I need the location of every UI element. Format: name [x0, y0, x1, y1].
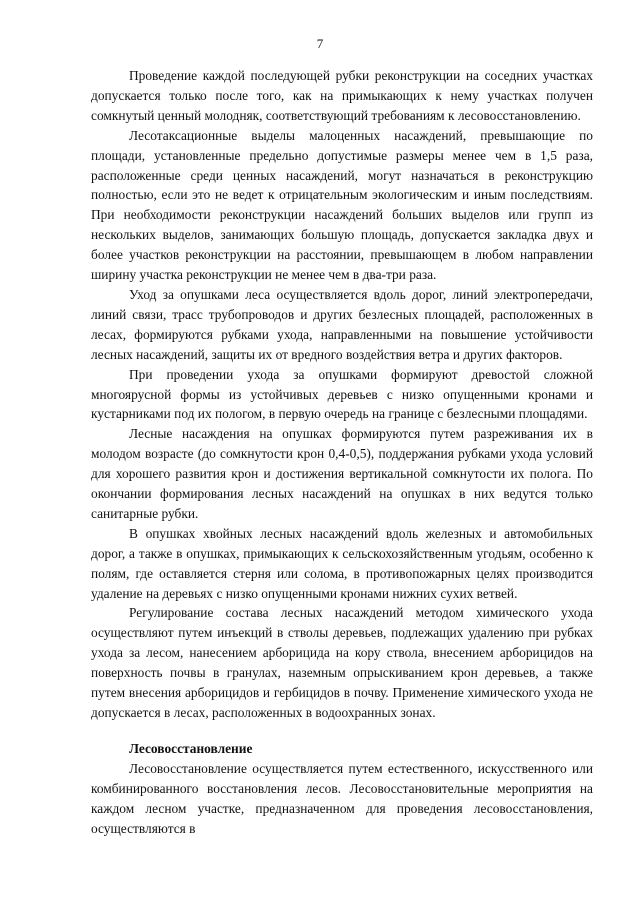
section-heading-reforestation: Лесовосстановление — [129, 740, 253, 756]
paragraph-edge-stand-form: При проведении ухода за опушками формируют древостой сложной многоярусной формы из устойчивых деревьев с низко опущенными кронами и кустарниками под их пологом, в первую очередь на границе с безлесными площадями. — [91, 366, 593, 422]
paragraph-chemical-care: Регулирование состава лесных насаждений методом химического ухода осуществляют путем инъекций в стволы деревьев, подлежащих удалению при рубках ухода за лесом, нанесением арборицида на кору ствола, внесением арборицидов на поверхность почвы в гранулах, наземным опрыскиванием крон деревьев, а также путем внесения арборицидов и гербицидов в почву. Применение химического ухода не допускается в лесах, расположенных в водоохранных зонах. — [91, 605, 593, 720]
paragraph-low-value-stands: Лесотаксационные выделы малоценных насаждений, превышающие по площади, установленные предельно допустимые размеры менее чем в 1,5 раза, расположенные среди ценных насаждений, могут назначаться в реконструкцию полностью, если это не ведет к отрицательным экологическим и иным последствиям. При необходимости реконструкции насаждений больших выделов или групп из нескольких выделов, занимающих большую площадь, допускается закладка двух и более участков реконструкции на расстоянии, превышающем в любом направлении ширину участка реконструкции не менее чем в два-три раза. — [91, 127, 593, 283]
paragraph-reconstruction-sequence: Проведение каждой последующей рубки реконструкции на соседних участках допускается только после того, как на примыкающих к нему участках получен сомкнутый ценный молодняк, соответствующий требованиям к лесовосстановлению. — [91, 68, 593, 123]
paragraph-edge-thinning: Лесные насаждения на опушках формируются путем разреживания их в молодом возрасте (до сомкнутости крон 0,4-0,5), поддержания рубками ухода условий для хорошего развития крон и достижения вертикальной сомкнутости их полога. По окончании формирования лесных насаждений на опушках в них ведутся только санитарные рубки. — [91, 426, 593, 521]
document-body — [91, 66, 593, 838]
paragraph-fire-prevention: В опушках хвойных лесных насаждений вдоль железных и автомобильных дорог, а также в опушках, примыкающих к сельскохозяйственным угодьям, особенно к полям, где оставляется стерня или солома, в противопожарных целях производится удаление на деревьях с низко опущенными кронами нижних сухих ветвей. — [91, 525, 593, 601]
page-number: 7 — [316, 36, 324, 51]
paragraph-reforestation: Лесовосстановление осуществляется путем естественного, искусственного или комбинированного восстановления лесов. Лесовосстановительные мероприятия на каждом лесном участке, предназначенном для проведения лесовосстановления, осуществляются в — [91, 760, 593, 836]
paragraph-forest-edge-care: Уход за опушками леса осуществляется вдоль дорог, линий электропередачи, линий связи, трасс трубопроводов и других безлесных площадей, расположенных в лесах, формируются рубками ухода, направленными на повышение устойчивости лесных насаждений, защиты их от вредного воздействия ветра и других факторов. — [91, 286, 593, 362]
